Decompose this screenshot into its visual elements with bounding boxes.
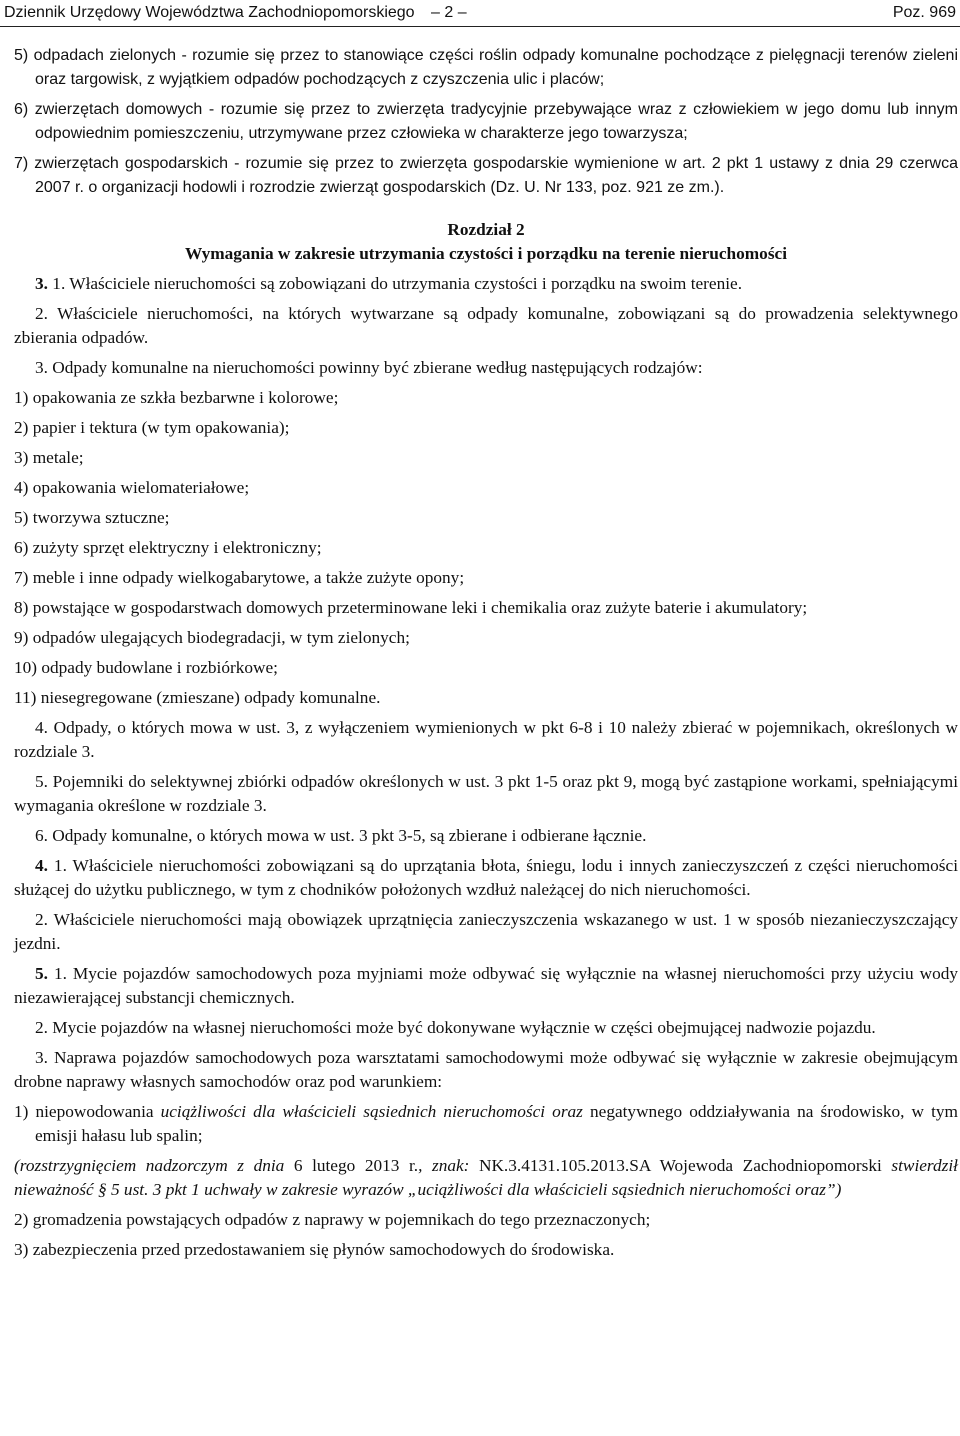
- definition-item: 5) odpadach zielonych - rozumie się przez to stanowiące części roślin odpady komunalne pochodzące z pielęgnacji terenów zieleni oraz targowisk, z wyjątkiem odpadów pochodzących z czyszczenia ulic i placów;: [14, 47, 958, 88]
- section-3-paragraph-4: 4. Odpady, o których mowa w ust. 3, z wyłączeniem wymienionych w pkt 6-8 i 10 należy zbierać w pojemnikach, określonych w rozdziale 3.: [14, 718, 958, 761]
- page-header: [0, 0, 960, 27]
- definition-item: 7) zwierzętach gospodarskich - rozumie się przez to zwierzęta gospodarskie wymienione w art. 2 pkt 1 ustawy z dnia 29 czerwca 2007 r. o organizacji hodowli i rozrodzie zwierząt gospodarskich (Dz. U. Nr 133, poz. 921 ze zm.).: [14, 155, 958, 196]
- condition-item-2: 2) gromadzenia powstających odpadów z naprawy w pojemnikach do tego przeznaczonych;: [14, 1210, 651, 1229]
- condition-item-1: 1) niepowodowania uciążliwości dla właścicieli sąsiednich nieruchomości oraz negatywnego oddziaływania na środowisko, w tym emisji hałasu lub spalin;: [14, 1102, 959, 1145]
- section-5-paragraph-3: 3. Naprawa pojazdów samochodowych poza warsztatami samochodowymi może odbywać się wyłącznie w zakresie obejmującym drobne naprawy własnych samochodów oraz pod warunkiem:: [14, 1048, 958, 1091]
- document-body: [14, 44, 958, 1262]
- section-3-paragraph-3: 3. Odpady komunalne na nieruchomości powinny być zbierane według następujących rodzajów:: [35, 358, 703, 377]
- list-item: 9) odpadów ulegających biodegradacji, w tym zielonych;: [14, 628, 410, 647]
- list-item: 10) odpady budowlane i rozbiórkowe;: [14, 658, 278, 677]
- page-number: – 2 –: [431, 4, 467, 21]
- list-item: 8) powstające w gospodarstwach domowych przeterminowane leki i chemikalia oraz zużyte baterie i akumulatory;: [14, 598, 808, 617]
- section-5-paragraph-1: 5. 1. Mycie pojazdów samochodowych poza myjniami może odbywać się wyłącznie na własnej nieruchomości przy użyciu wody niezawierającej substancji chemicznych.: [14, 964, 958, 1007]
- position-number: Poz. 969: [892, 4, 956, 21]
- condition-item-3: 3) zabezpieczenia przed przedostawaniem się płynów samochodowych do środowiska.: [14, 1240, 615, 1259]
- section-3-paragraph-2: 2. Właściciele nieruchomości, na których wytwarzane są odpady komunalne, zobowiązani są do prowadzenia selektywnego zbierania odpadów.: [14, 304, 958, 347]
- section-3-paragraph-5: 5. Pojemniki do selektywnej zbiórki odpadów określonych w ust. 3 pkt 1-5 oraz pkt 9, mogą być zastąpione workami, spełniającymi wymagania określone w rozdziale 3.: [14, 772, 958, 815]
- section-number: 4.: [35, 856, 48, 875]
- supervisory-note: (rozstrzygnięciem nadzorczym z dnia 6 lutego 2013 r., znak: NK.3.4131.105.2013.SA Wojewoda Zachodniopomorski stwierdził nieważność § 5 ust. 3 pkt 1 uchwały w zakresie wyrazów „uciążliwości dla właścicieli sąsiednich nieruchomości oraz”): [14, 1156, 958, 1199]
- list-item: 2) papier i tektura (w tym opakowania);: [14, 418, 290, 437]
- chapter-title: Wymagania w zakresie utrzymania czystości i porządku na terenie nieruchomości: [184, 244, 788, 263]
- list-item: 5) tworzywa sztuczne;: [14, 508, 170, 527]
- section-4-paragraph-2: 2. Właściciele nieruchomości mają obowiązek uprzątnięcia zanieczyszczenia wskazanego w ust. 1 w sposób niezanieczyszczający jezdni.: [14, 910, 958, 953]
- section-3-paragraph-1: 3. 1. Właściciele nieruchomości są zobowiązani do utrzymania czystości i porządku na swoim terenie.: [35, 274, 743, 293]
- list-item: 11) niesegregowane (zmieszane) odpady komunalne.: [14, 688, 381, 707]
- list-item: 1) opakowania ze szkła bezbarwne i kolorowe;: [14, 388, 339, 407]
- list-item: 7) meble i inne odpady wielkogabarytowe, a także zużyte opony;: [14, 568, 465, 587]
- section-3-paragraph-6: 6. Odpady komunalne, o których mowa w ust. 3 pkt 3-5, są zbierane i odbierane łącznie.: [35, 826, 647, 845]
- list-item: 4) opakowania wielomateriałowe;: [14, 478, 250, 497]
- chapter-number: Rozdział 2: [447, 220, 525, 239]
- list-item: 3) metale;: [14, 448, 84, 467]
- definition-item: 6) zwierzętach domowych - rozumie się przez to zwierzęta tradycyjnie przebywające wraz z człowiekiem w jego domu lub innym odpowiednim pomieszczeniu, utrzymywane przez człowieka w charakterze jego towarzysza;: [14, 101, 958, 142]
- journal-title: Dziennik Urzędowy Województwa Zachodniopomorskiego: [4, 4, 415, 21]
- section-5-paragraph-2: 2. Mycie pojazdów na własnej nieruchomości może być dokonywane wyłącznie w części obejmującej nadwozie pojazdu.: [35, 1018, 876, 1037]
- section-number: 3.: [35, 274, 48, 293]
- waste-types-list: [14, 386, 958, 710]
- list-item: 6) zużyty sprzęt elektryczny i elektroniczny;: [14, 538, 322, 557]
- section-4-paragraph-1: 4. 1. Właściciele nieruchomości zobowiązani są do uprzątania błota, śniegu, lodu i innych zanieczyszczeń z części nieruchomości służącej do użytku publicznego, w tym z chodników położonych wzdłuż należącej do nich nieruchomości.: [14, 856, 958, 899]
- section-number: 5.: [35, 964, 48, 983]
